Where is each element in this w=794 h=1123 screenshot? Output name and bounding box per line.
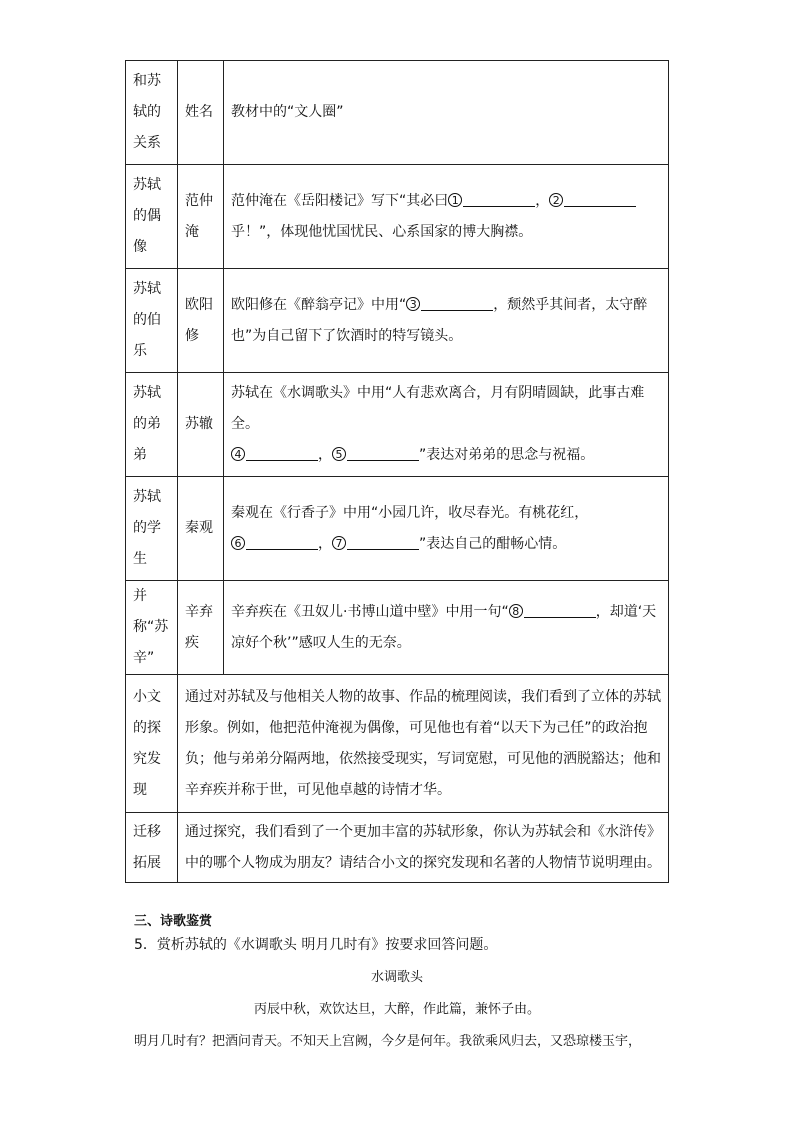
poem-preface: 丙辰中秋，欢饮达旦，大醉，作此篇，兼怀子由。 [253, 1002, 540, 1017]
content-text: 乎！”，体现他忧国忧民、心系国家的博大胸襟。 [231, 223, 533, 240]
relation-cell: 苏轼的伯乐 [126, 269, 178, 373]
content-text: 欧阳修在《醉翁亭记》中用“ [231, 296, 407, 313]
header-circle-cell: 教材中的“文人圈” [224, 61, 669, 165]
fill-blank [347, 535, 419, 550]
fill-blank [347, 446, 419, 461]
fill-blank [564, 192, 636, 207]
name-cell: 范仲淹 [178, 165, 224, 269]
extension-row [126, 813, 669, 883]
relation-cell: 苏轼的弟弟 [126, 373, 178, 477]
content-cell [224, 373, 669, 477]
header-name-cell: 姓名 [178, 61, 224, 165]
poem-line: 明月几时有？把酒问青天。不知天上宫阙，今夕是何年。我欲乘风归去，又恐琼楼玉宇， [134, 1034, 642, 1049]
blank-number-mark: 3 [406, 297, 420, 311]
blank-number-mark: 5 [332, 447, 346, 461]
finding-row [126, 675, 669, 813]
blank-number-mark: 8 [509, 604, 523, 618]
content-text: ，颓然乎其间者，太守醉也”为自己留下了饮酒时的特写镜头。 [231, 296, 648, 344]
content-text: ”表达对弟弟的思念与祝福。 [419, 447, 595, 463]
name-cell: 辛弃疾 [178, 581, 224, 675]
table-header-row [126, 61, 669, 165]
content-text: 辛弃疾在《丑奴儿·书博山道中壁》中用一句“ [231, 603, 509, 620]
finding-label-cell: 小文的探究发现 [126, 675, 178, 813]
content-cell [224, 165, 669, 269]
name-cell: 秦观 [178, 477, 224, 581]
fill-blank [246, 535, 318, 550]
content-text: 苏轼在《水调歌头》中用“人有悲欢离合，月有阴晴圆缺，此事古难全。 [231, 385, 645, 432]
name-cell: 欧阳修 [178, 269, 224, 373]
table-row [126, 269, 669, 373]
extension-text-cell: 通过探究，我们看到了一个更加丰富的苏轼形象，你认为苏轼会和《水浒传》中的哪个人物成为朋友？请结合小文的探究发现和名著的人物情节说明理由。 [178, 813, 669, 883]
content-cell [224, 477, 669, 581]
fill-blank [463, 192, 535, 207]
content-text: 秦观在《行香子》中用“小园几许，收尽春光。有桃花红， [231, 504, 589, 521]
content-text: ， [318, 447, 332, 463]
fill-blank [421, 296, 493, 311]
table-row [126, 581, 669, 675]
content-text: ”表达自己的酣畅心情。 [419, 535, 567, 552]
content-text: ， [318, 535, 332, 552]
relation-cell: 苏轼的学生 [126, 477, 178, 581]
content-cell [224, 269, 669, 373]
header-relation-cell: 和苏轼的关系 [126, 61, 178, 165]
table-row [126, 165, 669, 269]
blank-number-mark: 6 [231, 536, 245, 550]
content-cell [224, 581, 669, 675]
extension-label-cell: 迁移拓展 [126, 813, 178, 883]
content-text: 范仲淹在《岳阳楼记》写下“其必曰 [231, 192, 449, 209]
fill-blank [524, 603, 596, 618]
blank-number-mark: 4 [231, 447, 245, 461]
table-row [126, 373, 669, 477]
poem-title: 水调歌头 [370, 970, 423, 985]
name-cell: 苏辙 [178, 373, 224, 477]
blank-number-mark: 7 [332, 536, 346, 550]
blank-number-mark: 2 [549, 193, 563, 207]
fill-blank [246, 446, 318, 461]
section-title: 三、诗歌鉴赏 [134, 914, 213, 929]
table-row [126, 477, 669, 581]
content-text: ， [535, 192, 550, 209]
content-text: ，却道‘天凉好个秋’”感叹人生的无奈。 [231, 603, 657, 651]
relation-cell: 并称“苏辛” [126, 581, 178, 675]
literary-circle-table [125, 60, 669, 883]
relation-cell: 苏轼的偶像 [126, 165, 178, 269]
question-prompt: 5．赏析苏轼的《水调歌头 明月几时有》按要求回答问题。 [134, 937, 498, 953]
blank-number-mark: 1 [448, 193, 462, 207]
finding-text-cell: 通过对苏轼及与他相关人物的故事、作品的梳理阅读，我们看到了立体的苏轼形象。例如，他把范仲淹视为偶像，可见他也有着“以天下为己任”的政治抱负；他与弟弟分隔两地，依然接受现实，写词宽慰，可见他的洒脱豁达；他和辛弃疾并称于世，可见他卓越的诗情才华。 [178, 675, 669, 813]
